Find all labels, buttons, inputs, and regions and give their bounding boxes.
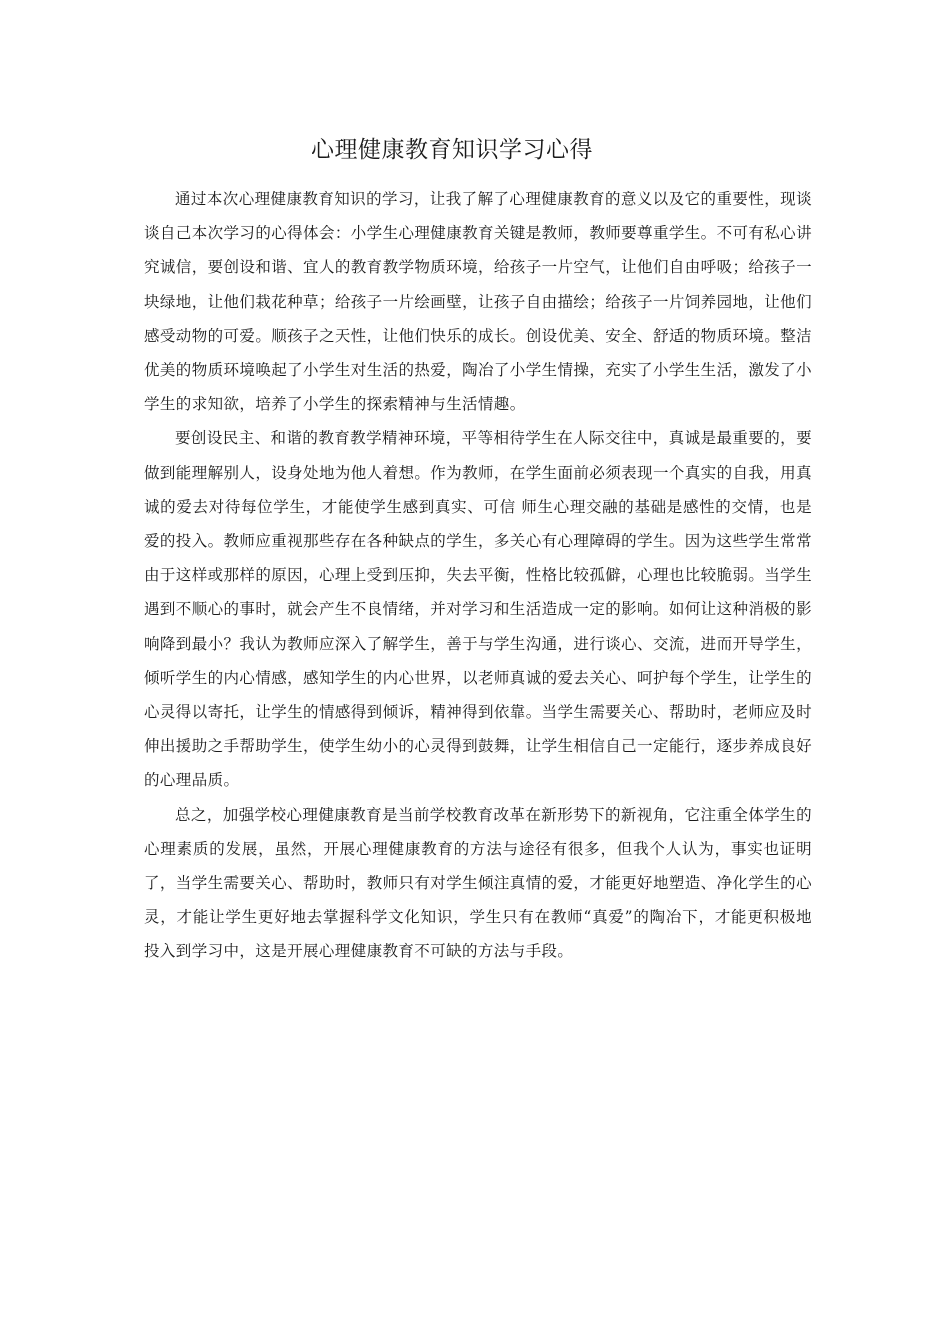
paragraph-2: 要创设民主、和谐的教育教学精神环境，平等相待学生在人际交往中，真诚是最重要的，要做到能理解别人，设身处地为他人着想。作为教师，在学生面前必须表现一个真实的自我，用真诚的爱去对待每位学生，才能使学生感到真实、可信 师生心理交融的基础是感性的交情，也是爱的投入。教师应重视那些存在各种缺点的学生，多关心有心理障碍的学生。因为这些学生常常由于这样或那样的原因，心理上受到压抑，失去平衡，性格比较孤僻，心理也比较脆弱。当学生遇到不顺心的事时，就会产生不良情绪，并对学习和生活造成一定的影响。如何让这种消极的影响降到最小？我认为教师应深入了解学生，善于与学生沟通，进行谈心、交流，进而开导学生，倾听学生的内心情感，感知学生的内心世界，以老师真诚的爱去关心、呵护每个学生，让学生的心灵得以寄托，让学生的情感得到倾诉，精神得到依靠。当学生需要关心、帮助时，老师应及时伸出援助之手帮助学生，使学生幼小的心灵得到鼓舞，让学生相信自己一定能行，逐步养成良好的心理品质。 [144, 429, 812, 790]
paragraph-3: 总之，加强学校心理健康教育是当前学校教育改革在新形势下的新视角，它注重全体学生的心理素质的发展，虽然，开展心理健康教育的方法与途径有很多，但我个人认为，事实也证明了，当学生需要关心、帮助时，教师只有对学生倾注真情的爱，才能更好地塑造、净化学生的心灵，才能让学生更好地去掌握科学文化知识，学生只有在教师“真爱”的陶冶下，才能更积极地投入到学习中，这是开展心理健康教育不可缺的方法与手段。 [144, 805, 812, 961]
document-title: 心理健康教育知识学习心得 [311, 137, 593, 163]
paragraph-1: 通过本次心理健康教育知识的学习，让我了解了心理健康教育的意义以及它的重要性，现谈谈自己本次学习的心得体会：小学生心理健康教育关键是教师，教师要尊重学生。不可有私心讲究诚信，要创设和谐、宜人的教育教学物质环境，给孩子一片空气，让他们自由呼吸；给孩子一块绿地，让他们栽花种草；给孩子一片绘画壁，让孩子自由描绘；给孩子一片饲养园地，让他们感受动物的可爱。顺孩子之天性，让他们快乐的成长。创设优美、安全、舒适的物质环境。整洁优美的物质环境唤起了小学生对生活的热爱，陶冶了小学生情操，充实了小学生生活，激发了小学生的求知欲，培养了小学生的探索精神与生活情趣。 [144, 190, 812, 414]
document-body [144, 182, 812, 969]
